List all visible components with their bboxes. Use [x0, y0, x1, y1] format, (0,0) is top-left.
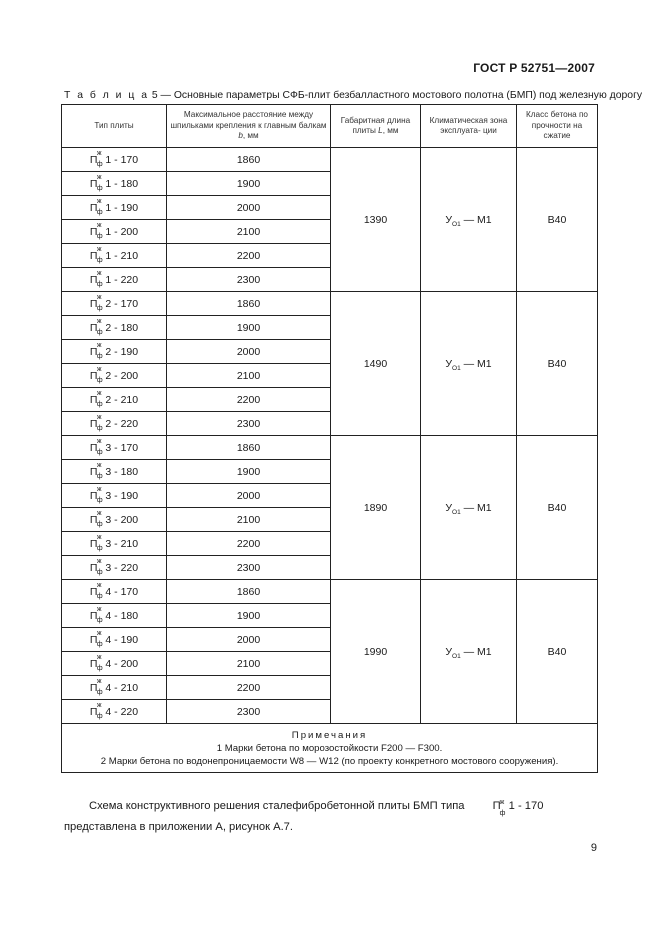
- table-caption: [64, 90, 643, 101]
- cell-distance: 1860: [167, 292, 331, 316]
- cell-climate-zone: $У_{О1}$ — М1: [421, 148, 517, 292]
- cell-plate-type: П ж ф 2 - 190: [62, 340, 167, 364]
- cell-distance: 2200: [167, 244, 331, 268]
- cell-distance: 2200: [167, 532, 331, 556]
- page-number: 9: [590, 842, 597, 854]
- cell-concrete-class: В40: [517, 148, 598, 292]
- header-length: Габаритная длина плиты L, мм: [331, 105, 421, 148]
- cell-plate-type: П ж ф 1 - 200: [62, 220, 167, 244]
- note-item-2: 2 Марки бетона по водонепроницаемости W8 — W12 (по проекту конкретного мостового сооружения).: [100, 755, 559, 767]
- cell-distance: 2100: [167, 364, 331, 388]
- notes-row: [62, 724, 598, 773]
- header-class: Класс бетона по прочности на сжатие: [517, 105, 598, 148]
- table-caption-label: Т а б л и ц а: [64, 90, 149, 101]
- cell-distance: 2000: [167, 628, 331, 652]
- table-row: [62, 580, 598, 604]
- cell-distance: 2300: [167, 700, 331, 724]
- cell-plate-type: П ж ф 4 - 200: [62, 652, 167, 676]
- cell-plate-type: П ж ф 3 - 170: [62, 436, 167, 460]
- cell-plate-type: П ж ф 2 - 170: [62, 292, 167, 316]
- cell-plate-type: П ж ф 3 - 200: [62, 508, 167, 532]
- paragraph-text-before: Схема конструктивного решения сталефибробетонной плиты БМП типа: [89, 800, 468, 812]
- cell-length: 1890: [331, 436, 421, 580]
- cell-plate-type: П ж ф 1 - 190: [62, 196, 167, 220]
- cell-plate-type: П ж ф 1 - 210: [62, 244, 167, 268]
- cell-plate-type: П ж ф 1 - 220: [62, 268, 167, 292]
- cell-distance: 1900: [167, 460, 331, 484]
- table-body: [62, 148, 598, 724]
- cell-plate-type: П ж ф 1 - 180: [62, 172, 167, 196]
- cell-distance: 2100: [167, 652, 331, 676]
- cell-distance: 2000: [167, 196, 331, 220]
- cell-distance: 2200: [167, 388, 331, 412]
- cell-plate-type: П ж ф 2 - 220: [62, 412, 167, 436]
- cell-climate-zone: $У_{О1}$ — М1: [421, 436, 517, 580]
- cell-concrete-class: В40: [517, 292, 598, 436]
- cell-plate-type: П ж ф 3 - 210: [62, 532, 167, 556]
- notes-title: Примечания: [291, 729, 368, 741]
- cell-distance: 2300: [167, 556, 331, 580]
- cell-distance: 2300: [167, 268, 331, 292]
- cell-distance: 2200: [167, 676, 331, 700]
- cell-distance: 1860: [167, 436, 331, 460]
- cell-length: 1390: [331, 148, 421, 292]
- cell-concrete-class: В40: [517, 436, 598, 580]
- note-item-1: 1 Марки бетона по морозостойкости F200 — F300.: [216, 742, 443, 754]
- cell-concrete-class: В40: [517, 580, 598, 724]
- table-caption-text: 5 — Основные параметры СФБ-плит безбалластного мостового полотна (БМП) под железную дорогу: [151, 90, 643, 101]
- parameters-table: [61, 104, 598, 773]
- cell-plate-type: П ж ф 4 - 220: [62, 700, 167, 724]
- cell-distance: 2100: [167, 220, 331, 244]
- cell-distance: 1900: [167, 316, 331, 340]
- cell-plate-type: П ж ф 2 - 200: [62, 364, 167, 388]
- cell-plate-type: П ж ф 1 - 170: [62, 148, 167, 172]
- cell-length: 1990: [331, 580, 421, 724]
- cell-plate-type: П ж ф 4 - 190: [62, 628, 167, 652]
- table-row: [62, 292, 598, 316]
- cell-length: 1490: [331, 292, 421, 436]
- body-paragraph: [64, 796, 602, 838]
- header-zone: Климатическая зона эксплуата- ции: [421, 105, 517, 148]
- cell-distance: 2300: [167, 412, 331, 436]
- cell-distance: 2000: [167, 484, 331, 508]
- cell-distance: 1860: [167, 580, 331, 604]
- cell-climate-zone: $У_{О1}$ — М1: [421, 292, 517, 436]
- table-header-row: [62, 105, 598, 148]
- paragraph-text-after: представлена в приложении А, рисунок А.7.: [64, 821, 294, 833]
- cell-distance: 2000: [167, 340, 331, 364]
- cell-plate-type: П ж ф 2 - 180: [62, 316, 167, 340]
- cell-plate-type: П ж ф 3 - 180: [62, 460, 167, 484]
- table-row: [62, 436, 598, 460]
- paragraph-plate-type: П ж ф 1 - 170: [492, 799, 544, 817]
- cell-climate-zone: $У_{О1}$ — М1: [421, 580, 517, 724]
- notes-cell: [62, 724, 598, 773]
- cell-plate-type: П ж ф 3 - 190: [62, 484, 167, 508]
- header-distance: Максимальное расстояние между шпильками крепления к главным балкам b, мм: [167, 105, 331, 148]
- cell-plate-type: П ж ф 4 - 170: [62, 580, 167, 604]
- cell-distance: 2100: [167, 508, 331, 532]
- cell-distance: 1900: [167, 604, 331, 628]
- table-row: [62, 148, 598, 172]
- cell-distance: 1860: [167, 148, 331, 172]
- document-header: ГОСТ Р 52751—2007: [473, 61, 595, 75]
- cell-distance: 1900: [167, 172, 331, 196]
- cell-plate-type: П ж ф 2 - 210: [62, 388, 167, 412]
- cell-plate-type: П ж ф 3 - 220: [62, 556, 167, 580]
- header-type: Тип плиты: [62, 105, 167, 148]
- cell-plate-type: П ж ф 4 - 210: [62, 676, 167, 700]
- cell-plate-type: П ж ф 4 - 180: [62, 604, 167, 628]
